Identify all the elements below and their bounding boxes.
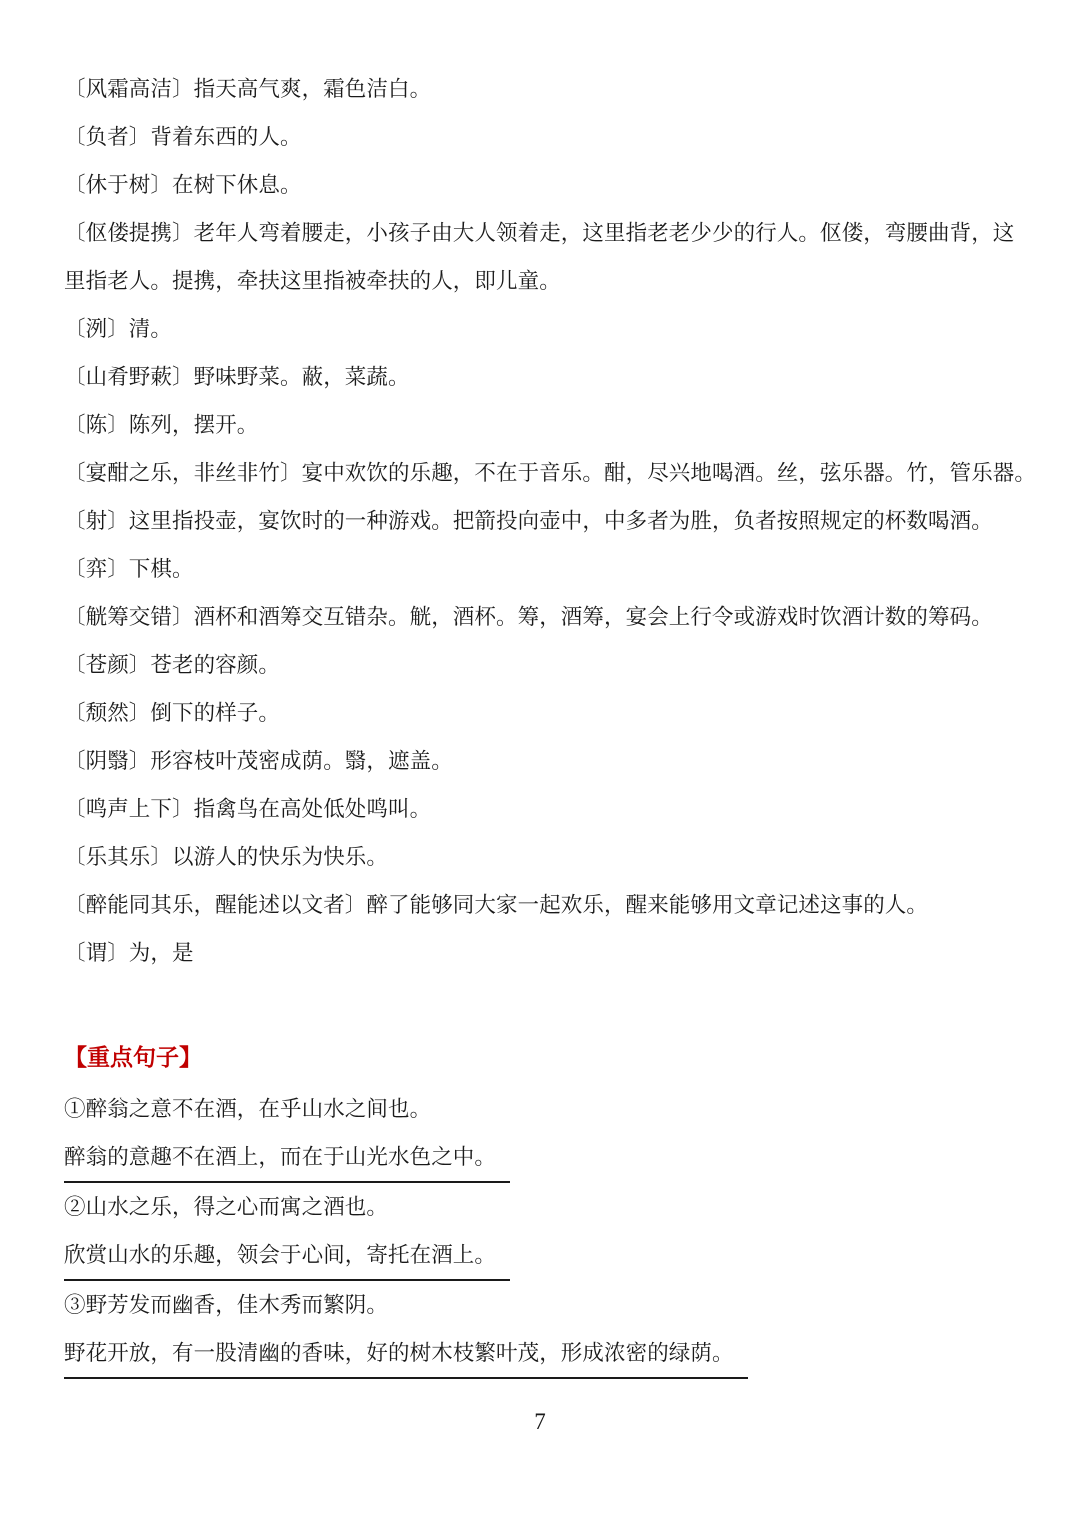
glossary-line: 〔醉能同其乐，醒能述以文者〕醉了能够同大家一起欢乐，醒来能够用文章记述这事的人。: [64, 893, 929, 917]
sentence-translation: [64, 1133, 1020, 1183]
glossary-line: 〔宴酣之乐，非丝非竹〕宴中欢饮的乐趣，不在于音乐。酣，尽兴地喝酒。丝，弦乐器。竹，管乐器。: [64, 461, 1037, 485]
key-sentences-section: [64, 1085, 1020, 1379]
underlined-translation-text: 野花开放，有一股清幽的香味，好的树木枝繁叶茂，形成浓密的绿荫。: [64, 1329, 748, 1379]
glossary-section: [64, 65, 1037, 977]
glossary-line: 〔陈〕陈列，摆开。: [64, 413, 259, 437]
underlined-translation-text: 醉翁的意趣不在酒上，而在于山光水色之中。: [64, 1133, 510, 1183]
glossary-line: 〔洌〕清。: [64, 317, 173, 341]
glossary-line: 〔伛偻提携〕老年人弯着腰走，小孩子由大人领着走，这里指老老少少的行人。伛偻，弯腰曲背，这: [64, 221, 1015, 245]
sentence-original: ③野芳发而幽香，佳木秀而繁阴。: [64, 1293, 389, 1317]
key-sentences-heading: 【重点句子】: [64, 1044, 202, 1070]
sentence-translation: [64, 1231, 1020, 1281]
glossary-line: 〔觥筹交错〕酒杯和酒筹交互错杂。觥，酒杯。筹，酒筹，宴会上行令或游戏时饮酒计数的筹码。: [64, 605, 993, 629]
glossary-line: 〔颓然〕倒下的样子。: [64, 701, 281, 725]
page-number: 7: [534, 1409, 546, 1434]
sentence-original: ②山水之乐，得之心而寓之酒也。: [64, 1195, 389, 1219]
glossary-line: 〔风霜高洁〕指天高气爽，霜色洁白。: [64, 77, 432, 101]
glossary-line: 〔负者〕背着东西的人。: [64, 125, 302, 149]
glossary-line: 〔乐其乐〕以游人的快乐为快乐。: [64, 845, 389, 869]
sentence-original: ①醉翁之意不在酒，在乎山水之间也。: [64, 1097, 432, 1121]
glossary-line: 〔鸣声上下〕指禽鸟在高处低处鸣叫。: [64, 797, 432, 821]
underlined-translation-text: 欣赏山水的乐趣，领会于心间，寄托在酒上。: [64, 1231, 510, 1281]
glossary-line: 〔谓〕为，是: [64, 941, 194, 965]
glossary-line: 〔射〕这里指投壶，宴饮时的一种游戏。把箭投向壶中，中多者为胜，负者按照规定的杯数喝酒。: [64, 509, 993, 533]
glossary-line: 〔苍颜〕苍老的容颜。: [64, 653, 281, 677]
sentence-translation: [64, 1329, 1020, 1379]
glossary-line: 〔阴翳〕形容枝叶茂密成荫。翳，遮盖。: [64, 749, 453, 773]
glossary-line: 〔休于树〕在树下休息。: [64, 173, 302, 197]
glossary-line: 〔山肴野蔌〕野味野菜。蔽，菜蔬。: [64, 365, 410, 389]
glossary-line-continuation: 里指老人。提携，牵扶这里指被牵扶的人，即儿童。: [64, 269, 561, 293]
glossary-line: 〔弈〕下棋。: [64, 557, 194, 581]
